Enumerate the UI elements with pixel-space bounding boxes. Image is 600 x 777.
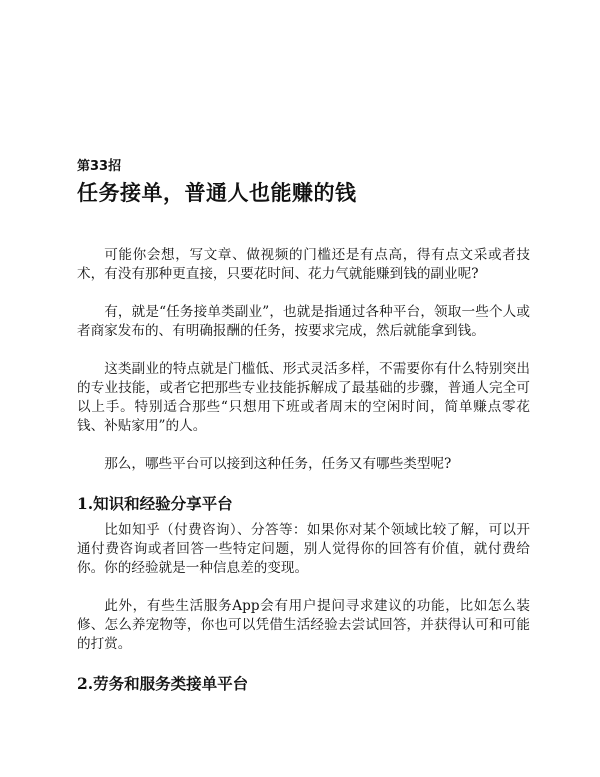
document-body [77, 246, 530, 695]
paragraph: 这类副业的特点就是门槛低、形式灵活多样，不需要你有什么特别突出的专业技能，或者它把那些专业技能拆解成了最基础的步骤，普通人完全可以上手。特别适合那些“只想用下班或者周末的空闲时间，简单赚点零花钱、补贴家用”的人。 [77, 361, 530, 434]
paragraph: 比如知乎（付费咨询）、分答等：如果你对某个领域比较了解，可以开通付费咨询或者回答一些特定问题，别人觉得你的回答有价值，就付费给你。你的经验就是一种信息差的变现。 [77, 522, 530, 576]
paragraph: 有，就是“任务接单类副业”，也就是指通过各种平台，领取一些个人或者商家发布的、有明确报酬的任务，按要求完成，然后就能拿到钱。 [77, 304, 530, 339]
chapter-number: 第33招 [77, 159, 122, 174]
paragraph: 此外，有些生活服务App会有用户提问寻求建议的功能，比如怎么装修、怎么养宠物等，你也可以凭借生活经验去尝试回答，并获得认可和可能的打赏。 [77, 598, 530, 652]
section-heading: 2.劳务和服务类接单平台 [77, 674, 249, 693]
document-page [77, 158, 530, 701]
paragraph: 可能你会想，写文章、做视频的门槛还是有点高，得有点文采或者技术，有没有那种更直接，只要花时间、花力气就能赚到钱的副业呢? [77, 247, 530, 282]
section-heading: 1.知识和经验分享平台 [77, 494, 233, 513]
chapter-title: 任务接单，普通人也能赚的钱 [77, 181, 357, 205]
paragraph: 那么，哪些平台可以接到这种任务，任务又有哪些类型呢? [104, 456, 452, 472]
